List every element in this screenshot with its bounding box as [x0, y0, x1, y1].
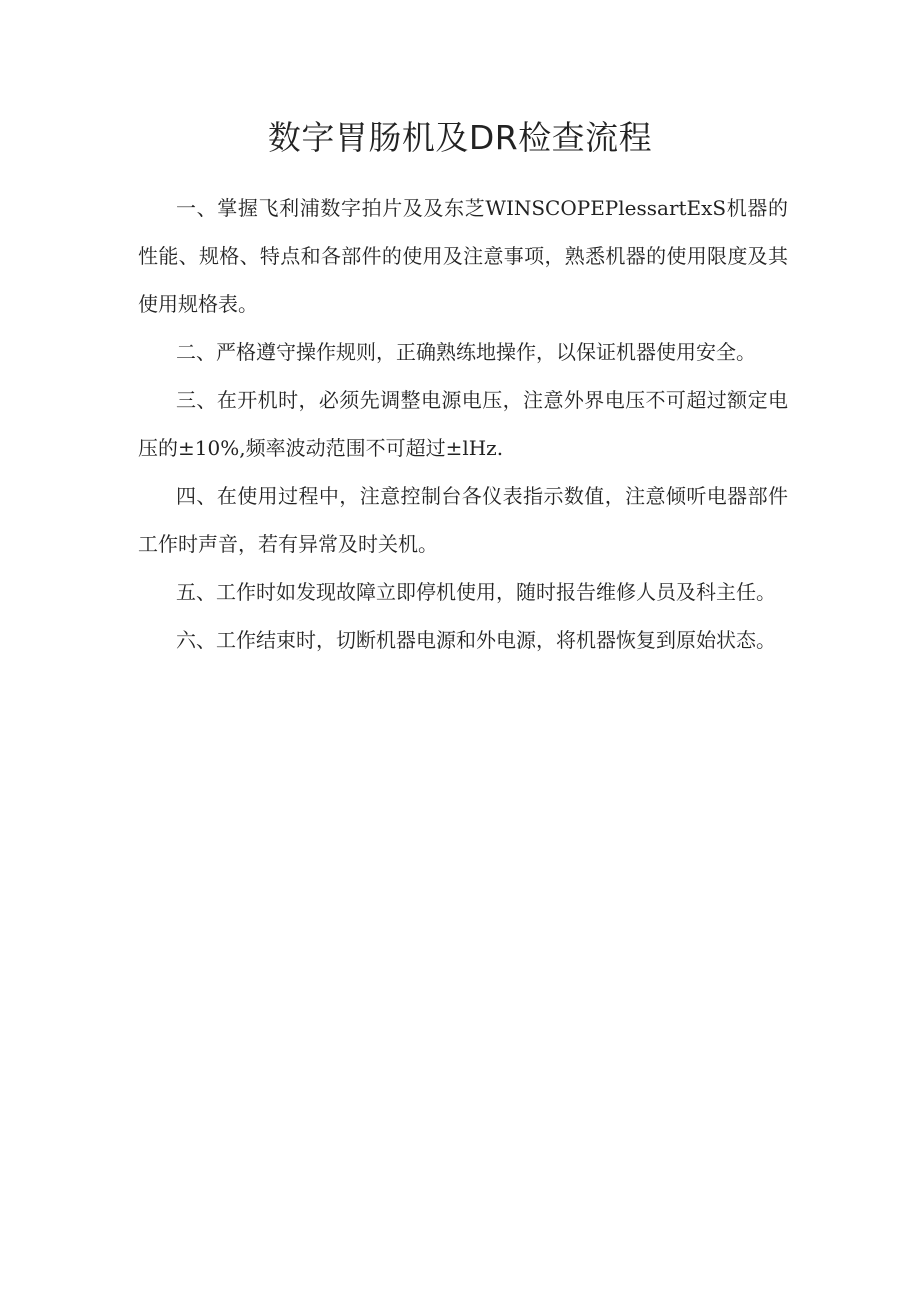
paragraph-4: 四、在使用过程中，注意控制台各仪表指示数值，注意倾听电器部件工作时声音，若有异常及时关机。 — [138, 484, 788, 556]
document-body — [138, 184, 788, 664]
paragraph-3: 三、在开机时，必须先调整电源电压，注意外界电压不可超过额定电压的±10%,频率波动范围不可超过±lHz. — [138, 388, 788, 460]
paragraph-5: 五、工作时如发现故障立即停机使用，随时报告维修人员及科主任。 — [176, 580, 776, 604]
paragraph-1: 一、掌握飞利浦数字拍片及及东芝WINSCOPEPlessartExS机器的性能、规格、特点和各部件的使用及注意事项，熟悉机器的使用限度及其使用规格表。 — [138, 196, 788, 316]
paragraph-6: 六、工作结束时，切断机器电源和外电源，将机器恢复到原始状态。 — [176, 628, 776, 652]
document-title: 数字胃肠机及DR检查流程 — [267, 118, 653, 157]
paragraph-2: 二、严格遵守操作规则，正确熟练地操作，以保证机器使用安全。 — [176, 340, 756, 364]
